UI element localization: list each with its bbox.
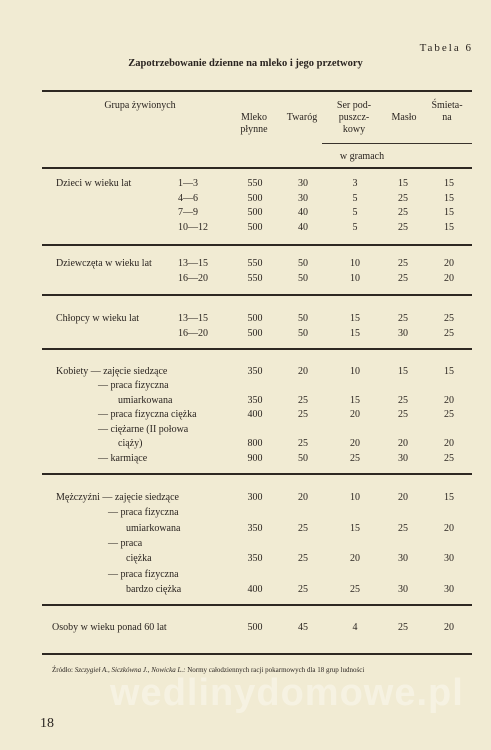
value-butter: 30	[398, 584, 408, 595]
value-milk: 900	[247, 453, 263, 464]
table-title: Zapotrzebowanie dzienne na mleko i jego przetwory	[128, 58, 363, 69]
value-cottage-cheese: 40	[298, 207, 308, 218]
value-cream: 30	[444, 553, 454, 564]
row-label: — praca fizyczna	[108, 569, 179, 580]
header-milk-line1: Mleko	[240, 112, 268, 123]
row-age-range: 1—3	[178, 178, 198, 189]
row-label: Kobiety — zajęcie siedzące	[56, 366, 168, 377]
value-rennet-cheese: 15	[350, 395, 360, 406]
value-cream: 25	[444, 453, 454, 464]
value-cream: 20	[444, 273, 454, 284]
value-cottage-cheese: 25	[298, 553, 308, 564]
row-age-range: 13—15	[178, 258, 208, 269]
header-cheese-line2: puszcz-	[338, 112, 370, 123]
value-rennet-cheese: 10	[350, 492, 360, 503]
row-label: bardzo ciężka	[126, 584, 182, 595]
value-rennet-cheese: 25	[350, 453, 360, 464]
value-cream: 15	[444, 492, 454, 503]
value-milk: 500	[247, 193, 263, 204]
row-label: Chłopcy w wieku lat	[56, 313, 140, 324]
value-cream: 15	[444, 207, 454, 218]
value-milk: 500	[247, 207, 263, 218]
value-rennet-cheese: 10	[350, 273, 360, 284]
header-cream-line1: Śmieta-	[431, 100, 463, 111]
row-label: Mężczyźni — zajęcie siedzące	[56, 492, 179, 503]
row-label: — ciężarne (II połowa	[98, 424, 189, 435]
value-cottage-cheese: 45	[298, 622, 308, 633]
header-butter: Masło	[391, 112, 417, 123]
value-rennet-cheese: 20	[350, 553, 360, 564]
value-butter: 25	[398, 193, 408, 204]
value-rennet-cheese: 5	[352, 193, 358, 204]
page-number: 18	[40, 716, 54, 731]
value-milk: 500	[247, 313, 263, 324]
value-butter: 25	[398, 395, 408, 406]
row-label: — praca	[108, 538, 143, 549]
header-cottage-cheese: Twaróg	[286, 112, 318, 123]
group-rule	[42, 294, 472, 296]
value-rennet-cheese: 5	[352, 207, 358, 218]
row-label: umiarkowana	[126, 523, 181, 534]
value-milk: 400	[247, 584, 263, 595]
value-cottage-cheese: 25	[298, 523, 308, 534]
value-butter: 25	[398, 622, 408, 633]
value-cream: 15	[444, 366, 454, 377]
value-milk: 500	[247, 222, 263, 233]
header-inner-rule	[322, 143, 472, 144]
row-label: — praca fizyczna ciężka	[98, 409, 197, 420]
footnote-authors: Szczygieł A., Siczkówna J., Nowicka L.:	[74, 666, 186, 674]
value-cottage-cheese: 25	[298, 438, 308, 449]
value-rennet-cheese: 10	[350, 258, 360, 269]
value-butter: 15	[398, 178, 408, 189]
value-cream: 15	[444, 178, 454, 189]
table-top-rule	[42, 90, 472, 92]
value-cottage-cheese: 50	[298, 313, 308, 324]
row-label: Osoby w wieku ponad 60 lat	[52, 622, 167, 633]
value-rennet-cheese: 15	[350, 523, 360, 534]
header-bottom-rule	[42, 167, 472, 169]
value-rennet-cheese: 25	[350, 584, 360, 595]
value-butter: 20	[398, 492, 408, 503]
value-milk: 350	[247, 553, 263, 564]
value-butter: 30	[398, 453, 408, 464]
row-label: — praca fizyczna	[98, 380, 169, 391]
watermark: wedlinydomowe.pl	[110, 672, 464, 714]
value-cream: 20	[444, 395, 454, 406]
row-label: Dziewczęta w wieku lat	[56, 258, 152, 269]
value-milk: 300	[247, 492, 263, 503]
value-butter: 25	[398, 273, 408, 284]
value-cottage-cheese: 20	[298, 492, 308, 503]
value-milk: 800	[247, 438, 263, 449]
row-label: ciąży)	[118, 438, 143, 449]
table-number: Tabela 6	[419, 42, 473, 54]
value-cream: 25	[444, 313, 454, 324]
row-label: ciężka	[126, 553, 152, 564]
value-butter: 25	[398, 313, 408, 324]
value-cream: 20	[444, 622, 454, 633]
value-cottage-cheese: 40	[298, 222, 308, 233]
value-milk: 350	[247, 366, 263, 377]
value-cream: 25	[444, 409, 454, 420]
row-label: Dzieci w wieku lat	[56, 178, 132, 189]
header-cheese-line3: kowy	[342, 124, 366, 135]
value-cream: 15	[444, 193, 454, 204]
header-rennet-cheese	[322, 100, 386, 136]
value-milk: 550	[247, 178, 263, 189]
value-rennet-cheese: 4	[352, 622, 358, 633]
group-rule	[42, 473, 472, 475]
value-cottage-cheese: 50	[298, 328, 308, 339]
value-cream: 20	[444, 438, 454, 449]
value-cottage-cheese: 25	[298, 584, 308, 595]
value-rennet-cheese: 15	[350, 328, 360, 339]
value-cottage-cheese: 30	[298, 178, 308, 189]
value-milk: 550	[247, 273, 263, 284]
value-milk: 350	[247, 523, 263, 534]
header-milk-line2: płynne	[240, 124, 268, 135]
value-milk: 500	[247, 622, 263, 633]
row-age-range: 7—9	[178, 207, 198, 218]
value-butter: 15	[398, 366, 408, 377]
row-age-range: 13—15	[178, 313, 208, 324]
group-rule	[42, 348, 472, 350]
value-rennet-cheese: 20	[350, 438, 360, 449]
value-cottage-cheese: 30	[298, 193, 308, 204]
row-age-range: 10—12	[178, 222, 208, 233]
value-butter: 25	[398, 207, 408, 218]
row-label: — praca fizyczna	[108, 507, 179, 518]
value-butter: 25	[398, 258, 408, 269]
header-cheese-line1: Ser pod-	[336, 100, 372, 111]
value-cottage-cheese: 50	[298, 258, 308, 269]
value-cream: 15	[444, 222, 454, 233]
value-milk: 400	[247, 409, 263, 420]
value-cream: 20	[444, 258, 454, 269]
value-rennet-cheese: 5	[352, 222, 358, 233]
value-butter: 30	[398, 553, 408, 564]
row-age-range: 16—20	[178, 328, 208, 339]
value-cottage-cheese: 50	[298, 453, 308, 464]
value-cream: 25	[444, 328, 454, 339]
header-cream-line2: na	[442, 112, 452, 123]
value-rennet-cheese: 20	[350, 409, 360, 420]
value-milk: 550	[247, 258, 263, 269]
footnote-text: Normy całodziennych racji pokarmowych dla 18 grup ludności	[187, 666, 365, 674]
value-rennet-cheese: 15	[350, 313, 360, 324]
value-cottage-cheese: 20	[298, 366, 308, 377]
value-butter: 20	[398, 438, 408, 449]
group-rule	[42, 244, 472, 246]
value-rennet-cheese: 10	[350, 366, 360, 377]
value-cream: 20	[444, 523, 454, 534]
value-cream: 30	[444, 584, 454, 595]
value-rennet-cheese: 3	[352, 178, 358, 189]
value-cottage-cheese: 50	[298, 273, 308, 284]
value-butter: 30	[398, 328, 408, 339]
row-age-range: 4—6	[178, 193, 198, 204]
table-bottom-rule	[42, 653, 472, 655]
value-milk: 500	[247, 328, 263, 339]
value-milk: 350	[247, 395, 263, 406]
value-butter: 25	[398, 222, 408, 233]
header-milk	[234, 112, 274, 136]
footnote-label: Źródło:	[52, 666, 73, 674]
group-rule	[42, 604, 472, 606]
row-label: — karmiące	[98, 453, 148, 464]
value-butter: 25	[398, 523, 408, 534]
value-cottage-cheese: 25	[298, 409, 308, 420]
row-label: umiarkowana	[118, 395, 173, 406]
header-cream	[422, 100, 472, 124]
row-age-range: 16—20	[178, 273, 208, 284]
value-cottage-cheese: 25	[298, 395, 308, 406]
header-unit: w gramach	[339, 151, 385, 162]
header-group: Grupa żywionych	[104, 100, 176, 111]
value-butter: 25	[398, 409, 408, 420]
